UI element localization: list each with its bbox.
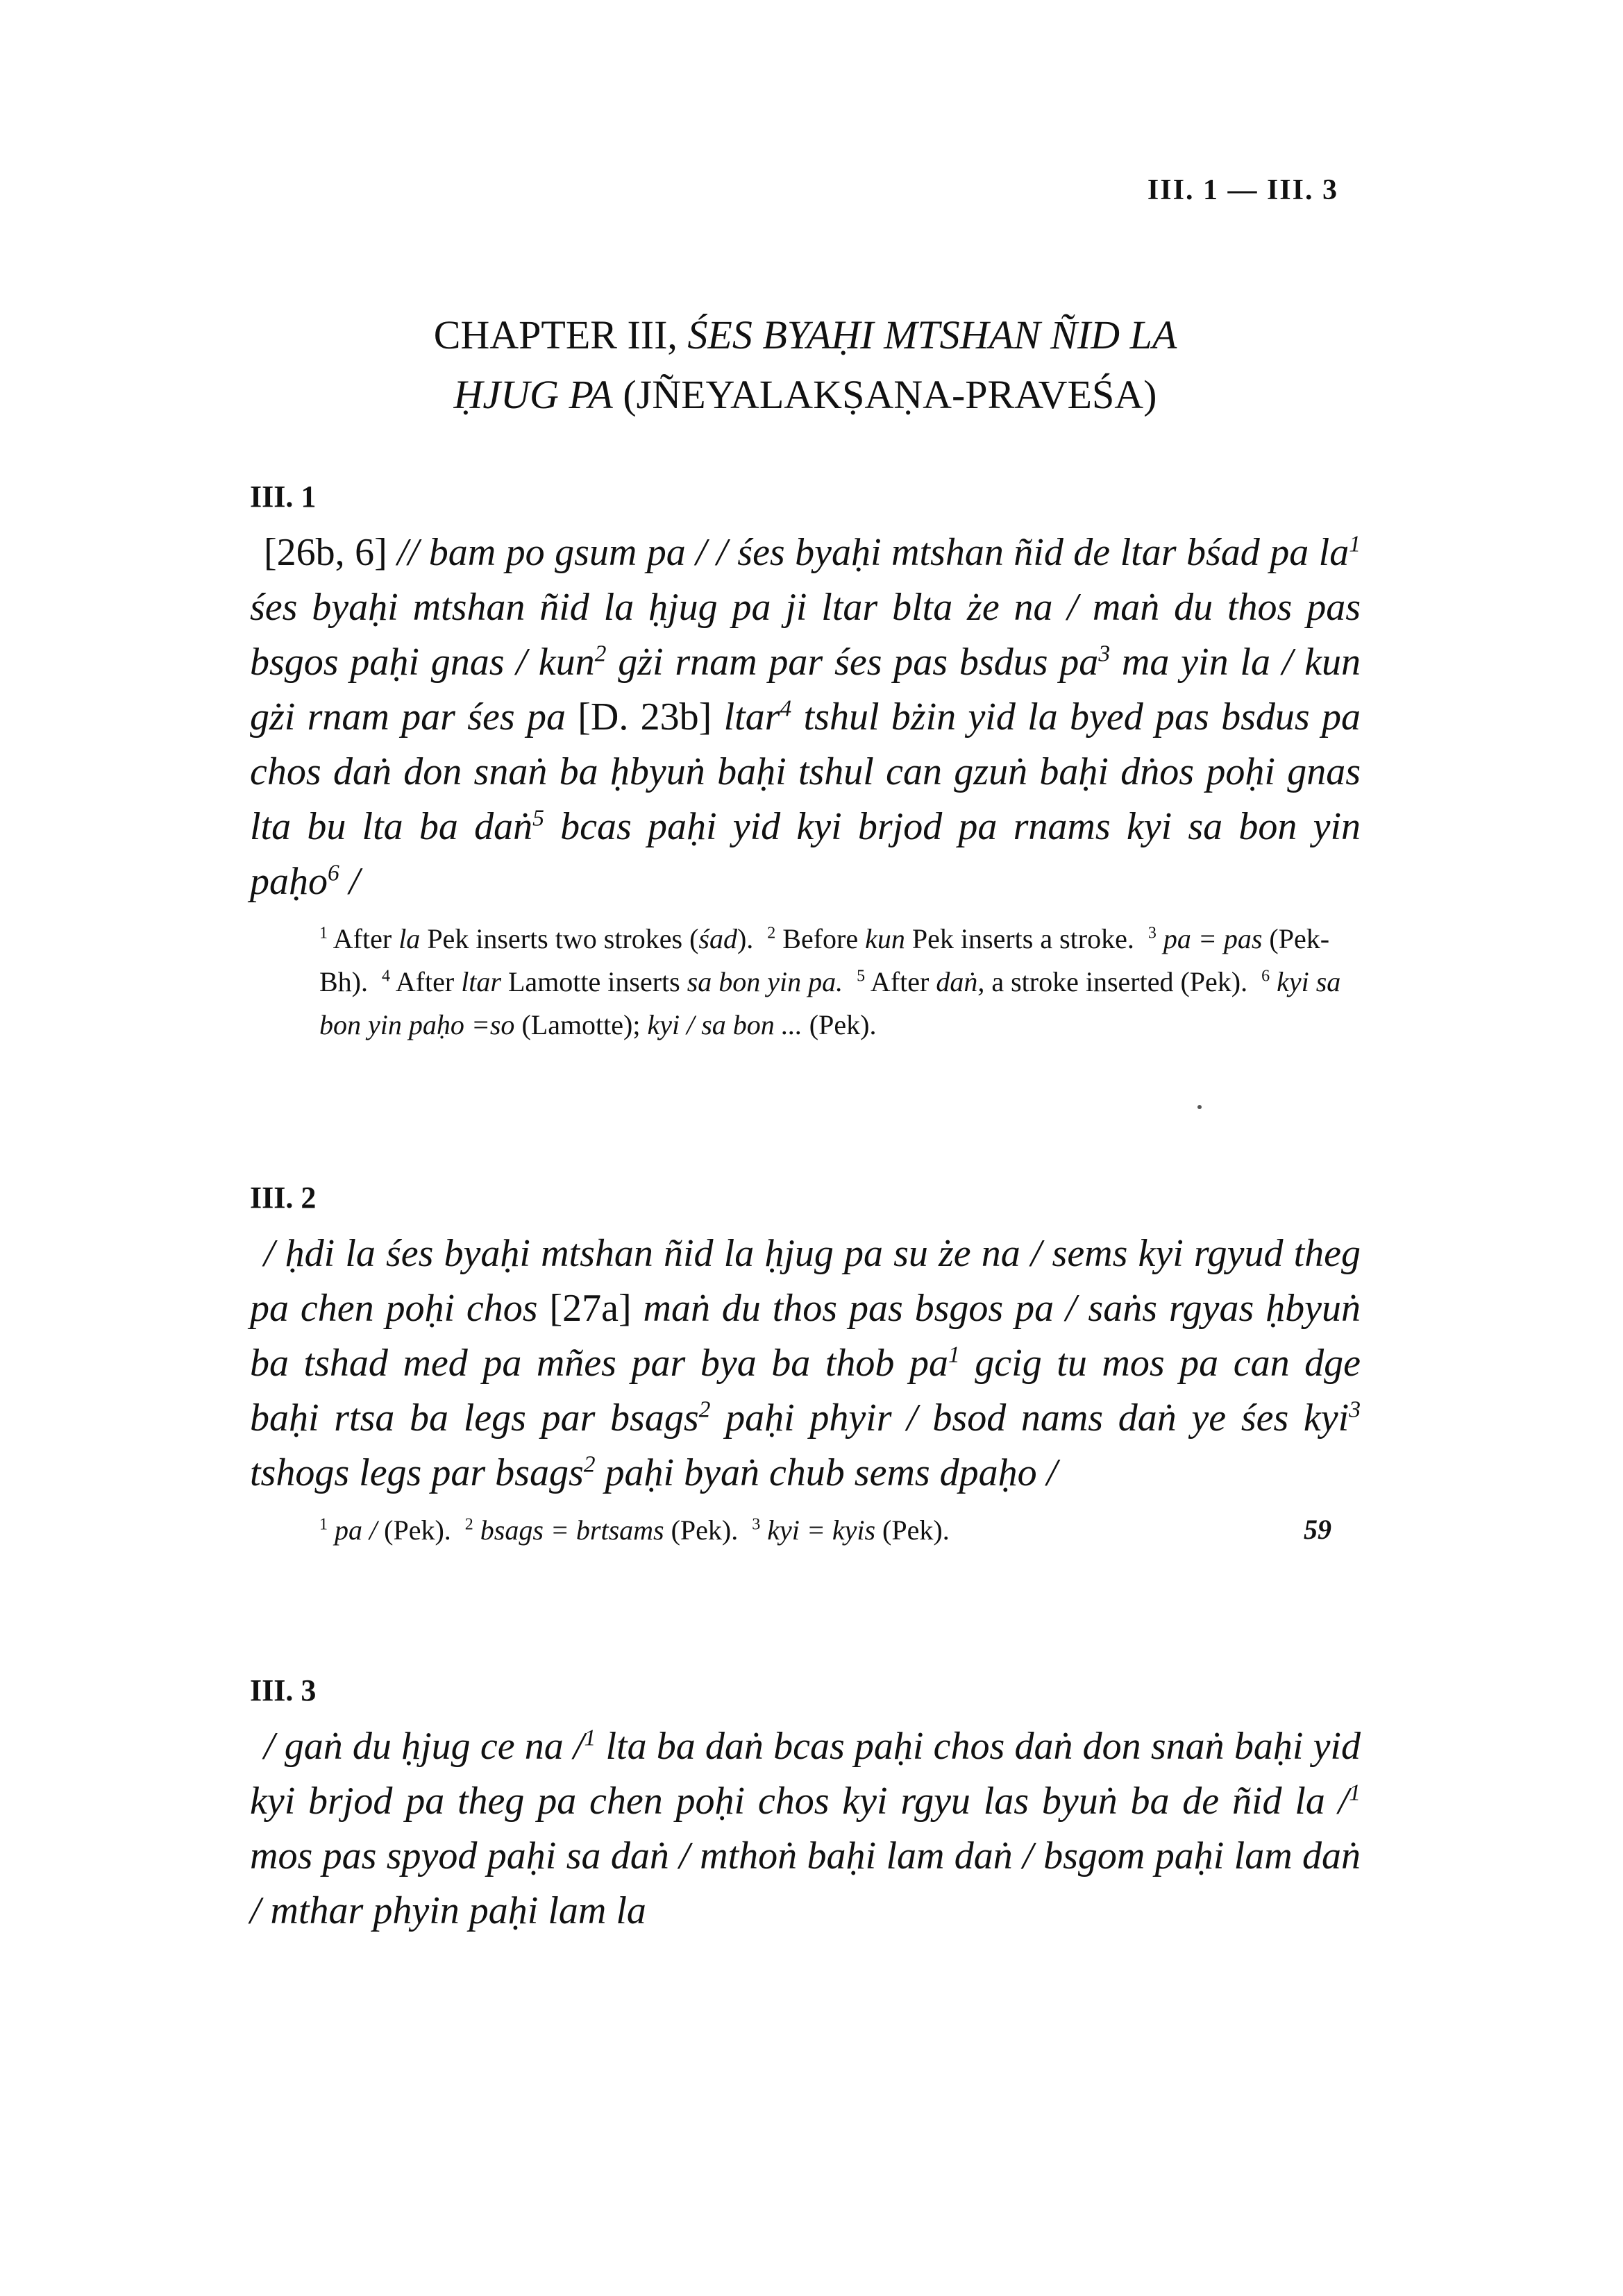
note-ref: 1 [1349,1780,1361,1806]
note-ref: 4 [780,695,792,722]
section-iii-2 [250,1180,1361,1552]
note-ref: 2 [583,1451,596,1478]
folio-ref: [26b, 6] [264,531,387,574]
note-ref: 2 [698,1396,711,1423]
section-heading: III. 1 [250,480,317,514]
note-ref: 1 [584,1725,596,1751]
note-ref: 6 [328,860,339,886]
section-heading: III. 3 [250,1673,317,1707]
section-iii-1 [250,479,1361,1047]
chapter-title-plain: CHAPTER III, [433,312,688,357]
derge-ref: [D. 23b] [578,695,712,738]
page-number: 59 [1304,1514,1331,1545]
section-heading: III. 2 [250,1181,317,1215]
footnotes: $^1$ pa / (Pek). $^2$ bsags = brtsams (Pek). $^3$ kyi = kyis (Pek). [319,1514,950,1546]
section-body: / gaṅ du ḥjug ce na /$^1$ lta ba daṅ bcas paḥi chos daṅ don snaṅ baḥi yid kyi brjod pa theg pa chen poḥi chos kyi rgyu las byuṅ ba de ñid la /$^1$ mos pas spyod paḥi sa daṅ / mthoṅ baḥi lam daṅ / bsgom paḥi lam daṅ / mthar phyin paḥi lam la [250,1725,1361,1932]
note-ref: 3 [1098,641,1111,667]
chapter-title-tibetan-cont: ḤJUG PA [453,372,613,417]
section-body: [26b, 6] // bam po gsum pa / / śes byaḥi mtshan ñid de ltar bśad pa $la^1$ śes byaḥi mtshan ñid la ḥjug pa ji ltar blta że na / maṅ du thos pas bsgos paḥi gnas / kun$^2$ gżi rnam par śes pas bsdus $pa^3$ ma yin la / kun gżi rnam par śes pa [D. 23b] ltar$^4$ tshul bżin yid la byed pas bsdus pa chos daṅ don snaṅ ba ḥbyuṅ baḥi tshul can gzuṅ baḥi dṅos poḥi gnas lta bu lta ba daṅ$^5$ bcas paḥi yid kyi brjod pa rnams kyi sa bon yin paḥo$^6$ / [250,531,1361,903]
folio-ref: [27a] [549,1287,632,1330]
print-speck [1197,1105,1202,1109]
note-ref: 5 [532,805,544,832]
note-ref: 1 [1349,531,1361,557]
chapter-title-tibetan: ŚES BYAḤI MTSHAN ÑID LA [687,312,1177,357]
section-body: / ḥdi la śes byaḥi mtshan ñid la ḥjug pa su że na / sems kyi rgyud theg pa chen poḥi chos [27a] maṅ du thos pas bsgos pa / saṅs rgyas ḥbyuṅ ba tshad med pa mñes par bya ba thob $pa^1$ gcig tu mos pa can dge baḥi rtsa ba legs par bsags$^2$ paḥi phyir / bsod nams daṅ ye śes kyi$^3$ tshogs legs par bsags$^2$ paḥi byaṅ chub sems dpaḥo / [250,1232,1361,1494]
footnotes: $^1$ After la Pek inserts two strokes (śad). $^2$ Before kun Pek inserts a stroke. $^3$ pa = pas (Pek-Bh). $^4$ After ltar Lamotte inserts sa bon yin pa. $^5$ After daṅ, a stroke inserted (Pek). $^6$ kyi sa bon yin paḥo =so (Lamotte); kyi / sa bon ... (Pek). [319,923,1341,1040]
running-head: III. 1 — III. 3 [1147,174,1338,206]
note-ref: 1 [948,1342,960,1368]
chapter-title-sanskrit: (JÑEYALAKṢAṆA-PRAVEŚA) [612,372,1157,417]
note-ref: 3 [1349,1396,1361,1423]
chapter-title [250,305,1361,425]
section-iii-3 [250,1673,1361,1939]
note-ref: 2 [594,641,607,667]
